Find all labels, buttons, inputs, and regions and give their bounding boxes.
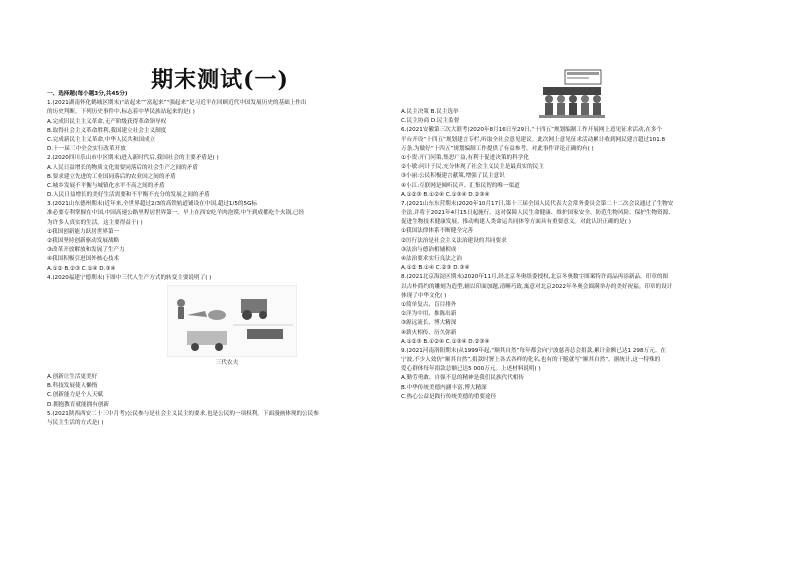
text-line: A.完成旧民主主义革命,无产阶级获得革命领导权 [47, 118, 167, 125]
text-line: 宁波,不少人效仿“顺其自然”,捐款时署上各式各样的化名,也有的干脆就写“顺其自然”。据统计,这一特殊的 [401, 357, 661, 364]
text-line: ③改革开放解放和发展了生产力 [47, 247, 125, 254]
text-line: ①我国创新能力跃居世界第一 [47, 228, 120, 235]
text-line: C.城乡发展不平衡与城镇化水平不高之间的矛盾 [47, 182, 165, 189]
text-line: 与民主生活的方式是( ) [47, 419, 104, 426]
text-line: ①简单复古、盲目排外 [401, 301, 457, 308]
text-line: ②我国坚持创新驱动发展战略 [47, 238, 120, 244]
text-line: ③源远流长、博大精深 [401, 320, 457, 327]
text-line: ③法治与德治相辅相成 [401, 246, 457, 253]
text-line: ④小江:互联网是倾听民声、汇集民智的唯一渠道 [401, 182, 520, 189]
text-line: A.①②③ B.①②④ C.①③④ D.②③④ [401, 338, 490, 345]
text-line: ④薪火相传、历久弥新 [401, 329, 457, 336]
text-line: 准必要专利掌握在中国,中国高速公路里程居世界第一。早上在西安吃羊肉泡馍,中午到成都吃个火锅,已经 [47, 210, 305, 217]
text-line: ②厉行法治是社会主义法治建设的共同要求 [401, 237, 507, 244]
text-line: A.①② B.②③ C.①④ D.③④ [47, 265, 116, 272]
text-line: 为许多人真实的生活。这主要得益于( ) [47, 219, 143, 226]
text-line: A.①② B.①④ C.②③ D.③④ [401, 265, 470, 272]
text-line: B.取得社会主义革命胜利,我国建立社会主义制度 [47, 127, 167, 134]
text-line: ②洋为中用、推陈出新 [401, 311, 457, 318]
three-generations-picture [47, 283, 390, 373]
section-heading: 一、选择题(每小题3分,共45分) [47, 91, 128, 97]
farmer-illustration [167, 285, 297, 357]
text-line: B.要求建立先进的工业国同落后的农业国之间的矛盾 [47, 173, 176, 180]
text-line: 万条,为做好“十四五”规划编制工作提供了有益参考。对此事件评论正确的有( ) [401, 145, 594, 152]
text-line: ③小丽:公民积极建言献策,增强了民主意识 [401, 173, 505, 180]
text-line: 7.(2021山东东营期末)2020年10月17日,第十三届全国人民代表大会常务委员会第二十二次会议通过了生物安 [401, 200, 674, 207]
text-line: B.中华传统美德内涵丰富,博大精深 [401, 384, 487, 391]
text-line: 8.(2021北京海淀区期末)2020年11月,经北京冬奥组委授权,北京冬奥数字图案特许商品再添新品。印章的图 [401, 274, 669, 281]
text-line: D.十一届三中全会实行改革开放 [47, 146, 126, 153]
text-line: 的历史判断。下列历史事件中,标志着中华民族站起来的是( ) [47, 109, 195, 116]
text-line: 6.(2021安徽第三次大联考)2020年8月16日至29日,“十四五”规划编制工作开展网上意见征求活动,在多个 [401, 127, 663, 134]
text-line: A.创新让生活更美好 [47, 373, 98, 380]
text-line: ①我国法律体系不断健全完善 [401, 228, 474, 235]
text-line: C.完成新民主主义革命,中华人民共和国成立 [47, 136, 156, 143]
text-line: ④法治要求实行良法之治 [401, 256, 462, 262]
text-line: 爱心群体每年捐款总额已达5 000万元。上述材料说明( ) [401, 366, 541, 373]
text-line: 全法,并将于2021年4月15日起施行。这对保障人民生命健康、维护国家安全、防范生物风险、保护生物资源、 [401, 210, 674, 217]
text-line: C.民主协商 D.民主监督 [401, 118, 460, 125]
text-line: 5.(2021陕西西安二十三中月考)公民参与是社会主义民主的要求,也是公民的一项权利。下面漫画体现的公民参 [47, 410, 319, 417]
text-line: 3.(2021山东德州期末)近年来,全世界超过2/3的高铁轨道铺设在中国,超过1/5的5G标 [47, 201, 258, 208]
text-line: 1.(2021湖南怀化鹤城区期末)“站起来”“富起来”“强起来”是习近平在回顾近代中国发展历史的基础上作出 [47, 100, 307, 107]
text-line: 4.(2020福建宁德期末)下图中三代人生产方式的转变主要说明了( ) [47, 274, 212, 281]
text-line: D.人民日益增长的美好生活需要和不平衡不充分的发展之间的矛盾 [47, 192, 210, 199]
text-line: A.①②③ B.①②④ C.①③④ D.②③④ [401, 191, 490, 198]
text-line: B.科技发展使人懒惰 [47, 383, 98, 390]
text-line: ④我国积极引进国外核心技术 [47, 256, 120, 263]
text-line: ②小敏:问计于民,充分体现了社会主义民主是最真实的民主 [401, 164, 544, 171]
left-column [47, 90, 390, 428]
picture-caption: 三代农夫 [215, 359, 239, 366]
text-line: 2.(2020四川乐山市中区期末)进入新时代后,我国社会的主要矛盾是( ) [47, 155, 219, 162]
text-line: A.勤劳勇敢、自强不息的精神是我们民族代代相传 [401, 375, 524, 382]
text-line: 促进生物技术健康发展、推动构建人类命运共同体等方面具有重要意义。对此认识正确的是( ) [401, 219, 631, 226]
text-line: C.热心公益是践行传统美德的重要途径 [401, 393, 497, 400]
text-line: C.创新能力是个人天赋 [47, 392, 104, 399]
text-line: 体现了中华文化( ) [401, 292, 447, 299]
text-line: 以古朴简约的雕刻为造型,辅以印面加题,清晰巧致,寓意对北京2022年冬奥会圆满举办的美好祝福。印章的设计 [401, 283, 673, 290]
text-line: D.拥抱教育就能拥有创新 [47, 401, 110, 408]
page-title: 期末测试(一) [151, 67, 289, 93]
text-line: ①小贺:开门问策,集思广益,有利于促进决策的科学化 [401, 154, 529, 161]
right-column [401, 108, 751, 402]
text-line: A.人民日益增长的物质文化需要同落后的社会生产之间的矛盾 [47, 164, 198, 171]
text-line: 9.(2021河南洛阳期末)从1999年起,“顺其自然”每年都会向宁波慈善总会捐款,累计金额已达1 298万元。在 [401, 347, 666, 354]
text-line: A.民主决策 B.民主选举 [401, 109, 459, 115]
text-line: 平台开设“十四五”规划建言专栏,听取全社会意见建议。此次网上意见征求活动累计收到网民建言超过101.8 [401, 136, 666, 143]
